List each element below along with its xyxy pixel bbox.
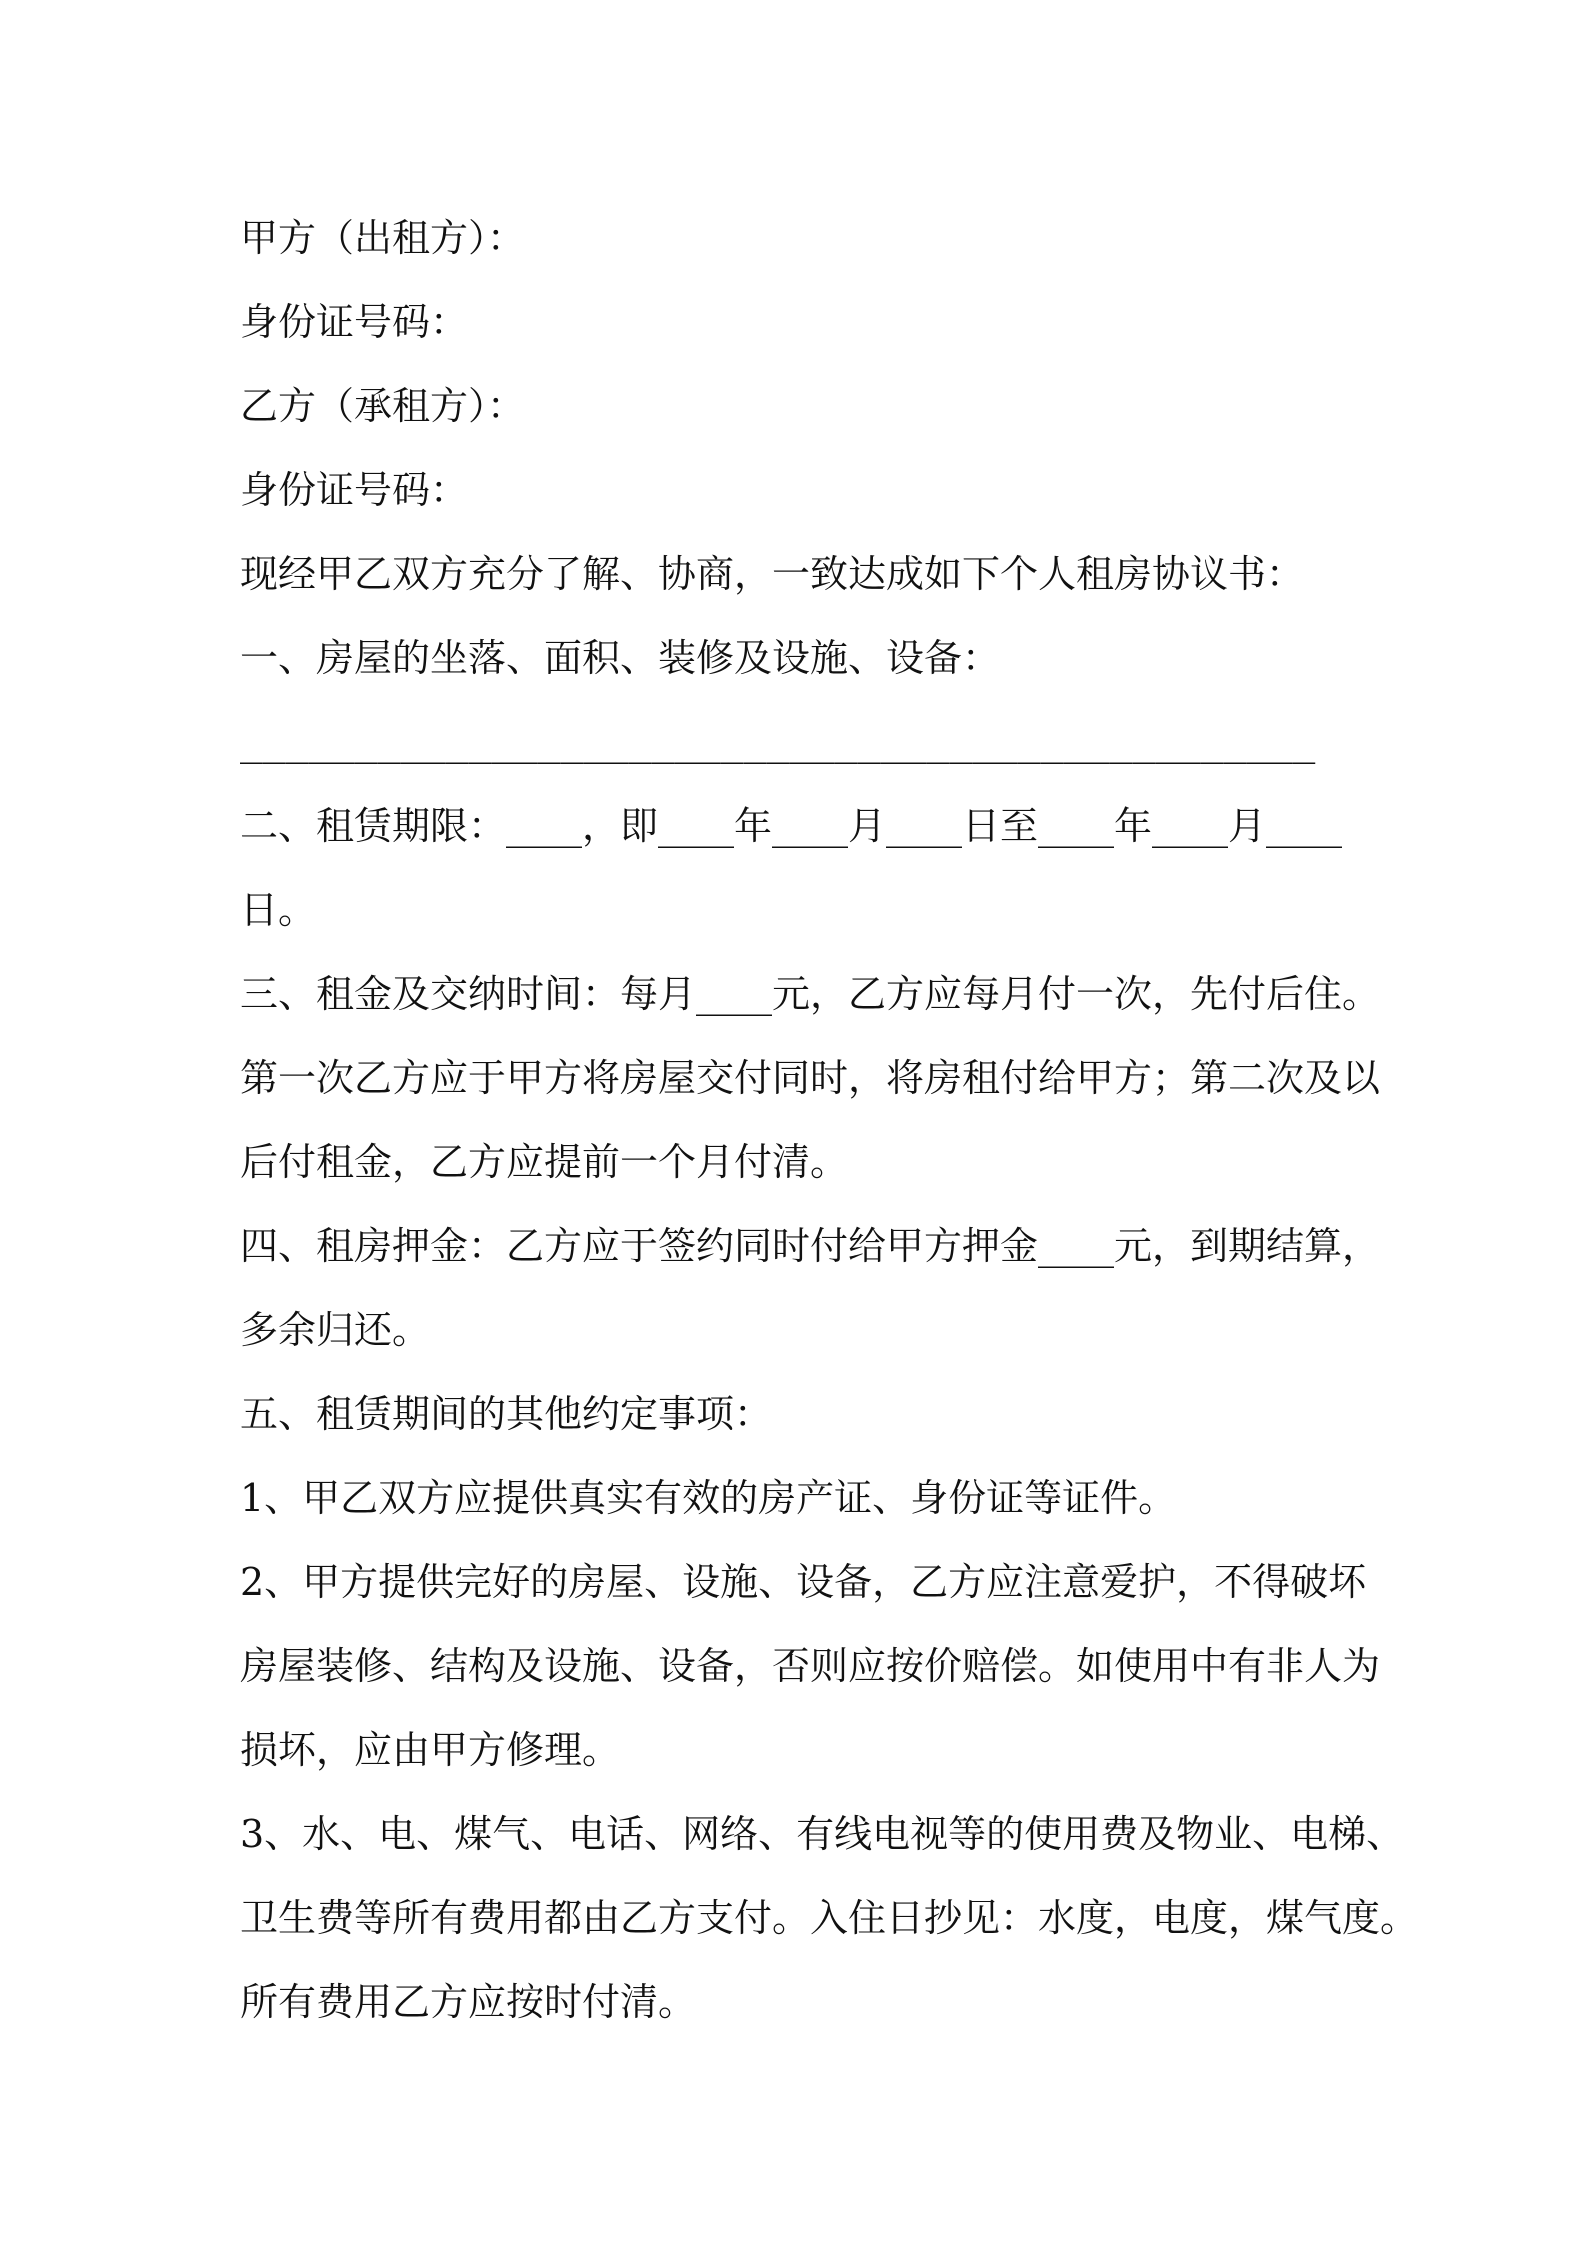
clause-3-line-3: 后付租金，乙方应提前一个月付清。 [240, 1140, 849, 1184]
item-2-line-1: 2、甲方提供完好的房屋、设施、设备，乙方应注意爱护，不得破坏 [240, 1560, 1367, 1604]
document-body [240, 196, 1419, 2044]
agreement-intro: 现经甲乙双方充分了解、协商，一致达成如下个人租房协议书： [240, 552, 1305, 596]
party-b-id-label: 身份证号码： [240, 468, 469, 512]
clause-5-heading: 五、租赁期间的其他约定事项： [240, 1392, 773, 1436]
item-2-line-3: 损坏，应由甲方修理。 [240, 1728, 621, 1772]
item-1: 1、甲乙双方应提供真实有效的房产证、身份证等证件。 [240, 1476, 1177, 1520]
party-b-label: 乙方（承租方）： [240, 384, 526, 428]
clause-2-line-2: 日。 [240, 888, 317, 932]
party-a-id-label: 身份证号码： [240, 300, 469, 344]
clause-4-line-2: 多余归还。 [240, 1308, 431, 1352]
item-3-line-2: 卫生费等所有费用都由乙方支付。入住日抄见：水度，电度，煤气度。 [240, 1896, 1419, 1940]
clause-1-heading: 一、房屋的坐落、面积、装修及设施、设备： [240, 636, 1001, 680]
clause-1-blank-line: _______________________________________________ [240, 720, 1316, 764]
clause-3-line-1: 三、租金及交纳时间：每月____元，乙方应每月付一次，先付后住。 [240, 972, 1381, 1016]
party-a-label: 甲方（出租方）： [240, 216, 526, 260]
clause-2-line-1: 二、租赁期限：____，即____年____月____日至____年____月____ [240, 804, 1343, 848]
clause-4-line-1: 四、租房押金：乙方应于签约同时付给甲方押金____元，到期结算， [240, 1224, 1381, 1268]
item-3-line-3: 所有费用乙方应按时付清。 [240, 1980, 697, 2024]
item-3-line-1: 3、水、电、煤气、电话、网络、有线电视等的使用费及物业、电梯、 [240, 1812, 1405, 1856]
clause-3-line-2: 第一次乙方应于甲方将房屋交付同时，将房租付给甲方；第二次及以 [240, 1056, 1381, 1100]
item-2-line-2: 房屋装修、结构及设施、设备，否则应按价赔偿。如使用中有非人为 [240, 1644, 1381, 1688]
